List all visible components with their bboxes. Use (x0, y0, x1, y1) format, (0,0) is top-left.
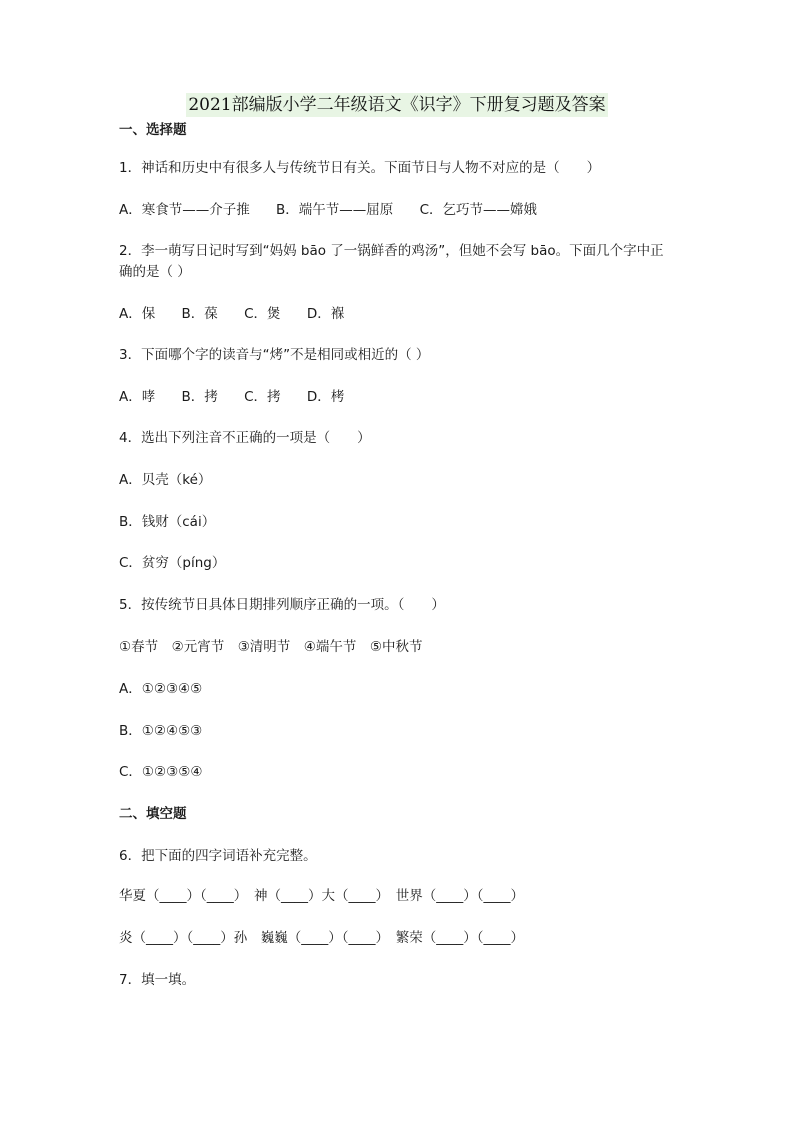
question-3-stem: 3．下面哪个字的读音与“烤”不是相同或相近的（ ） (119, 347, 430, 363)
q6-row-1: 华夏（____）（____） 神（____）大（____） 世界（____）（____） (119, 888, 524, 904)
q5-option-c: C．①②③⑤④ (119, 764, 203, 780)
question-2-stem-line1: 2．李一萌写日记时写到“妈妈 bāo 了一锅鲜香的鸡汤”，但她不会写 bāo。下面几个字中正 (119, 243, 664, 259)
question-6-stem: 6．把下面的四字词语补充完整。 (119, 848, 317, 864)
q2-option-a: A．保 (119, 306, 156, 322)
q4-option-a: A．贝壳（ké） (119, 472, 212, 488)
question-4-stem: 4．选出下列注音不正确的一项是（ ） (119, 430, 371, 446)
section-heading-choice: 一、选择题 (119, 122, 187, 138)
q3-option-c: C．拷 (244, 389, 281, 405)
q1-option-a: A．寒食节——介子推 (119, 202, 250, 218)
q2-option-b: B．葆 (181, 306, 218, 322)
document-title: 2021部编版小学二年级语文《识字》下册复习题及答案 (188, 95, 606, 115)
q3-option-b: B．拷 (181, 389, 218, 405)
q4-option-b: B．钱财（cái） (119, 514, 216, 530)
q3-option-d: D．栲 (306, 389, 345, 405)
q4-option-c: C．贫穷（píng） (119, 555, 226, 571)
q5-option-a: A．①②③④⑤ (119, 681, 203, 697)
q1-option-b: B．端午节——屈原 (276, 202, 394, 218)
question-5-items: ①春节 ②元宵节 ③清明节 ④端午节 ⑤中秋节 (119, 639, 423, 655)
title-container (0, 93, 794, 117)
q2-option-d: D．褓 (306, 306, 345, 322)
q6-row-2: 炎（____）（____）孙 巍巍（____）（____） 繁荣（____）（____） (119, 930, 524, 946)
q5-option-b: B．①②④⑤③ (119, 723, 203, 739)
question-3-options (119, 387, 344, 407)
question-1-stem: 1．神话和历史中有很多人与传统节日有关。下面节日与人物不对应的是（ ） (119, 160, 601, 176)
q2-option-c: C．煲 (244, 306, 281, 322)
question-2-options (119, 304, 344, 324)
question-5-stem: 5．按传统节日具体日期排列顺序正确的一项。（ ） (119, 597, 445, 613)
section-heading-fill: 二、填空题 (119, 806, 187, 822)
question-7-stem: 7．填一填。 (119, 972, 196, 988)
q3-option-a: A．哮 (119, 389, 156, 405)
q1-option-c: C．乞巧节——嫦娥 (419, 202, 538, 218)
question-2-stem-line2: 确的是（ ） (119, 264, 191, 280)
question-1-options (119, 200, 537, 220)
